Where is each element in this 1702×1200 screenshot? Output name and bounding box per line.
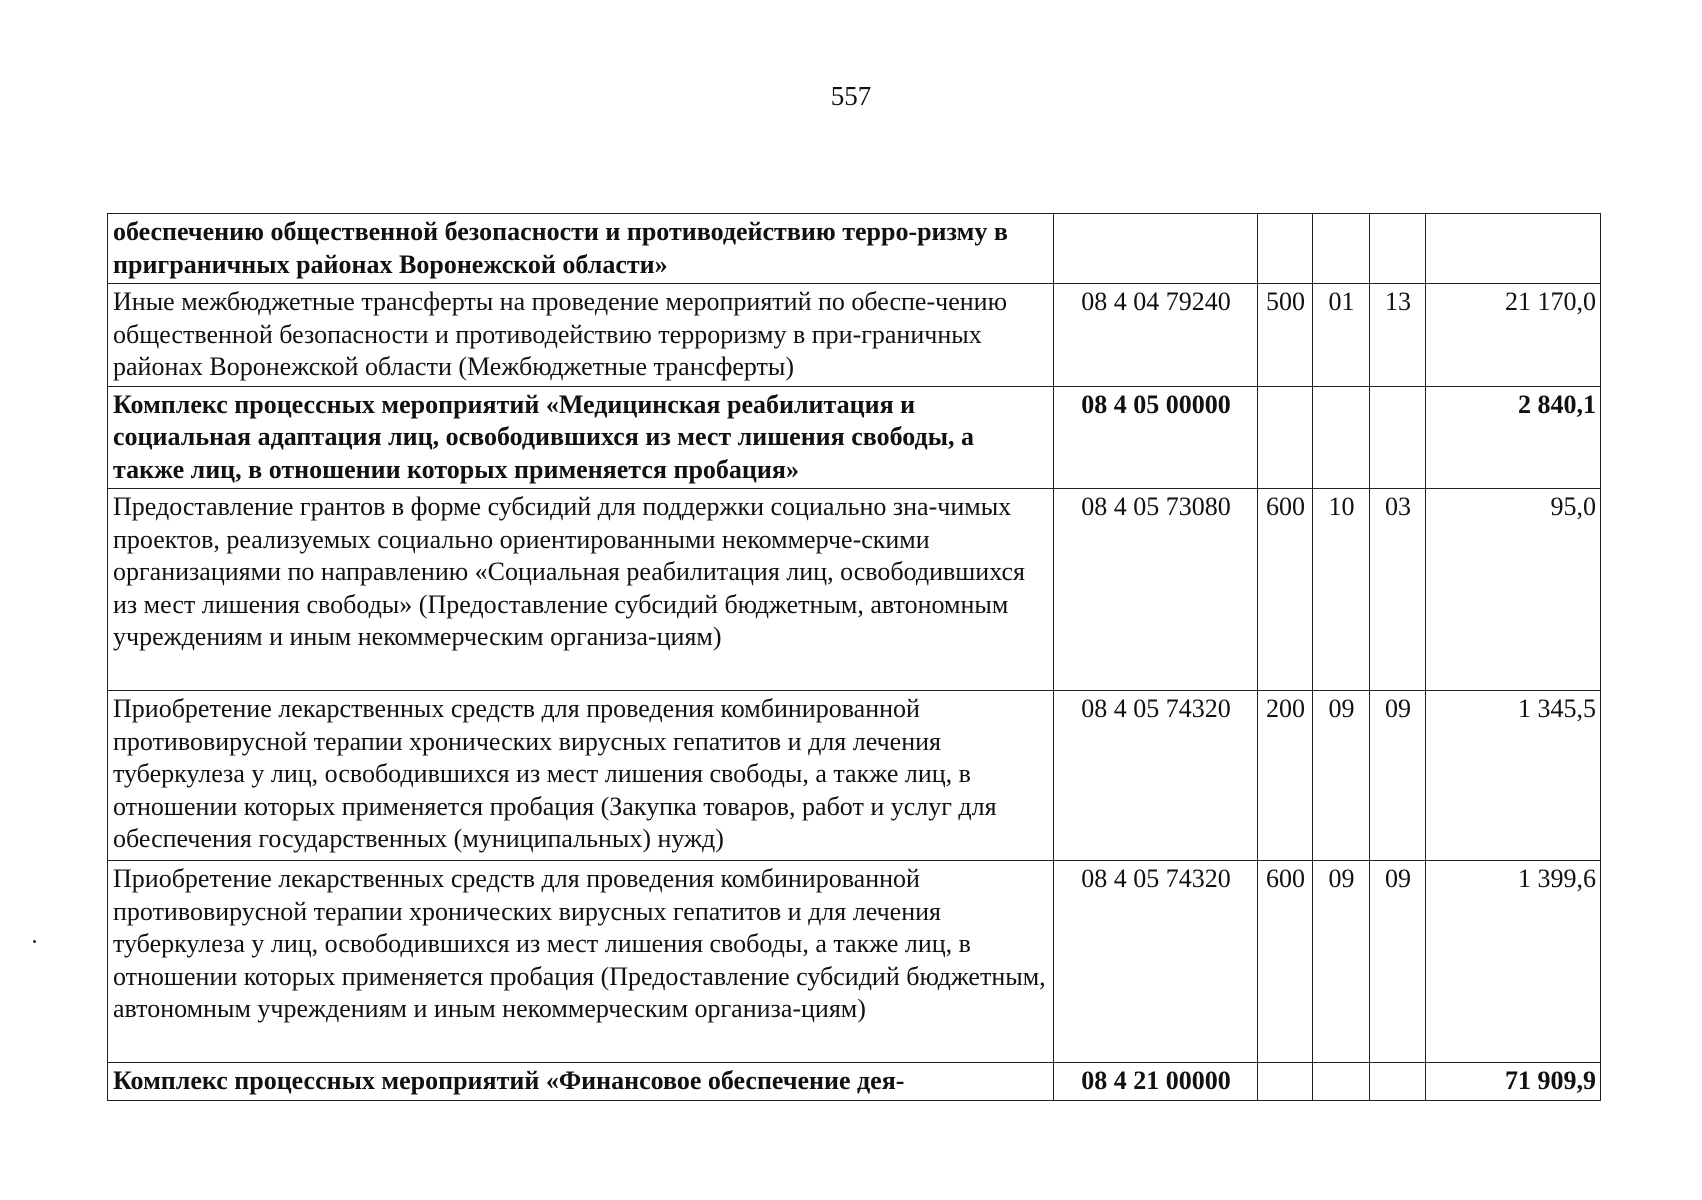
row-code-cell: 08 4 05 74320 — [1054, 691, 1258, 861]
row-amount-cell: 95,0 — [1426, 489, 1601, 691]
scan-speck — [33, 940, 36, 943]
row-section-cell — [1313, 386, 1370, 489]
row-expense-type-cell: 500 — [1258, 284, 1313, 387]
row-name-cell: Комплекс процессных мероприятий «Медицинская реабилитация и социальная адаптация лиц, освободившихся из мест лишения свободы, а также лиц, в отношении которых применяется пробация» — [108, 386, 1054, 489]
row-subsection-cell: 13 — [1370, 284, 1426, 387]
row-subsection-cell — [1370, 214, 1426, 284]
row-amount-cell: 1 345,5 — [1426, 691, 1601, 861]
row-expense-type-cell — [1258, 1063, 1313, 1101]
row-expense-type-cell — [1258, 214, 1313, 284]
row-name-cell: Иные межбюджетные трансферты на проведение мероприятий по обеспе-чению общественной безопасности и противодействию терроризму в при-граничных районах Воронежской области (Межбюджетные трансферты) — [108, 284, 1054, 387]
table-row — [108, 284, 1601, 387]
row-expense-type-cell — [1258, 386, 1313, 489]
row-name-cell: Комплекс процессных мероприятий «Финансовое обеспечение дея- — [108, 1063, 1054, 1101]
row-name-cell: Приобретение лекарственных средств для проведения комбинированной противовирусной терапии хронических вирусных гепатитов и для лечения туберкулеза у лиц, освободившихся из мест лишения свободы, а также лиц, в отношении которых применяется пробация (Закупка товаров, работ и услуг для обеспечения государственных (муниципальных) нужд) — [108, 691, 1054, 861]
row-subsection-cell: 09 — [1370, 861, 1426, 1063]
row-name-cell: Приобретение лекарственных средств для проведения комбинированной противовирусной терапии хронических вирусных гепатитов и для лечения туберкулеза у лиц, освободившихся из мест лишения свободы, а также лиц, в отношении которых применяется пробация (Предоставление субсидий бюджетным, автономным учреждениям и иным некоммерческим организа-циям) — [108, 861, 1054, 1063]
row-amount-cell: 21 170,0 — [1426, 284, 1601, 387]
row-expense-type-cell: 600 — [1258, 861, 1313, 1063]
row-section-cell: 09 — [1313, 861, 1370, 1063]
row-subsection-cell — [1370, 1063, 1426, 1101]
table-row — [108, 1063, 1601, 1101]
row-section-cell: 09 — [1313, 691, 1370, 861]
row-name-cell: Предоставление грантов в форме субсидий для поддержки социально зна-чимых проектов, реализуемых социально ориентированными некоммерче-скими организациями по направлению «Социальная реабилитация лиц, освободившихся из мест лишения свободы» (Предоставление субсидий бюджетным, автономным учреждениям и иным некоммерческим организа-циям) — [108, 489, 1054, 691]
table-row — [108, 489, 1601, 691]
row-section-cell — [1313, 1063, 1370, 1101]
row-amount-cell: 1 399,6 — [1426, 861, 1601, 1063]
row-name-cell: обеспечению общественной безопасности и противодействию терро-ризму в приграничных районах Воронежской области» — [108, 214, 1054, 284]
row-code-cell: 08 4 05 73080 — [1054, 489, 1258, 691]
row-subsection-cell: 09 — [1370, 691, 1426, 861]
row-expense-type-cell: 200 — [1258, 691, 1313, 861]
row-section-cell: 01 — [1313, 284, 1370, 387]
row-amount-cell: 2 840,1 — [1426, 386, 1601, 489]
table-row — [108, 691, 1601, 861]
table-row — [108, 861, 1601, 1063]
row-code-cell: 08 4 05 00000 — [1054, 386, 1258, 489]
row-code-cell: 08 4 05 74320 — [1054, 861, 1258, 1063]
row-subsection-cell — [1370, 386, 1426, 489]
table-row — [108, 386, 1601, 489]
row-amount-cell — [1426, 214, 1601, 284]
row-amount-cell: 71 909,9 — [1426, 1063, 1601, 1101]
table-row — [108, 214, 1601, 284]
table-body — [108, 214, 1601, 1101]
row-code-cell: 08 4 21 00000 — [1054, 1063, 1258, 1101]
row-code-cell: 08 4 04 79240 — [1054, 284, 1258, 387]
page-number: 557 — [830, 81, 872, 111]
row-code-cell — [1054, 214, 1258, 284]
budget-table — [107, 213, 1601, 1101]
row-expense-type-cell: 600 — [1258, 489, 1313, 691]
row-section-cell: 10 — [1313, 489, 1370, 691]
row-section-cell — [1313, 214, 1370, 284]
row-subsection-cell: 03 — [1370, 489, 1426, 691]
